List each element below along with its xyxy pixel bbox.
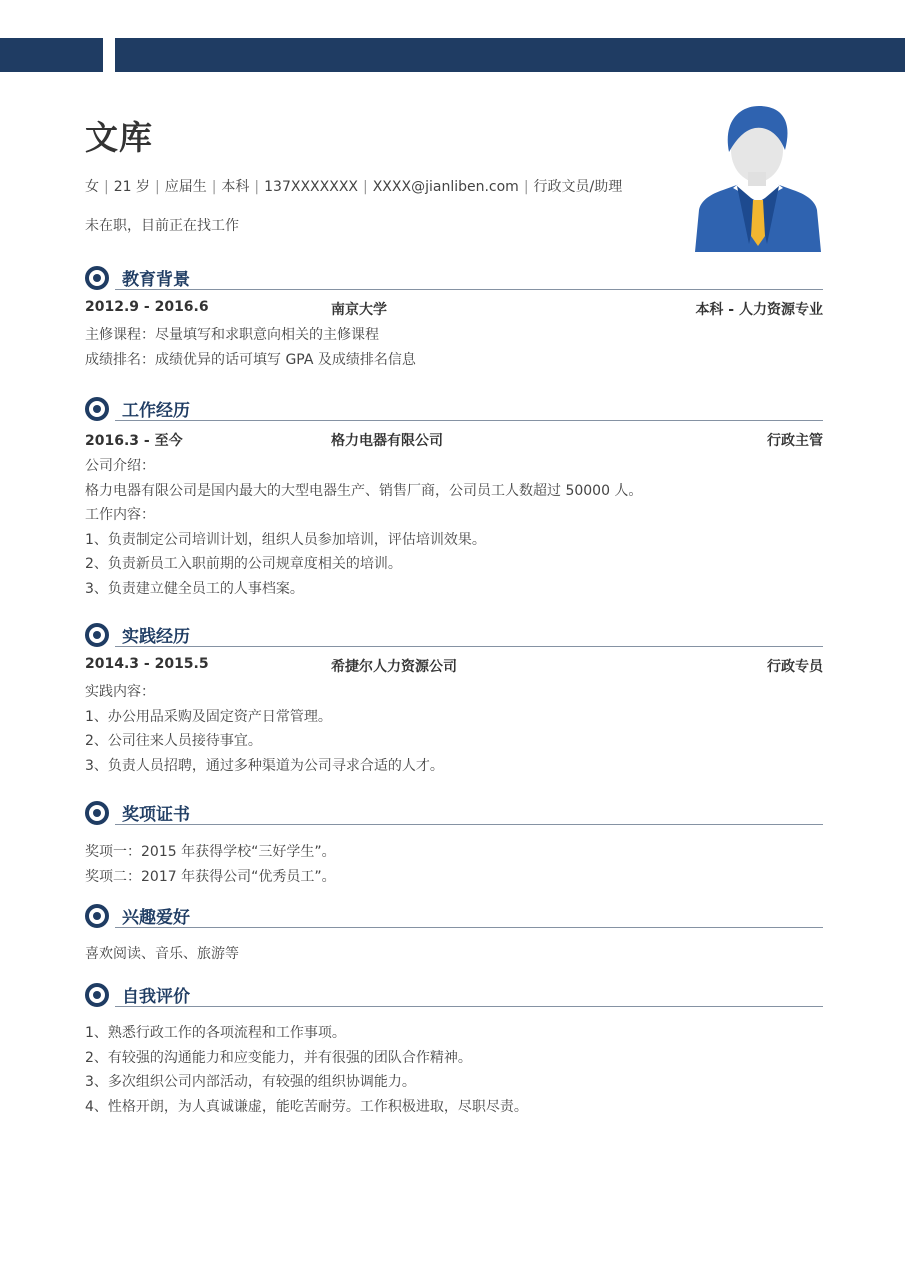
- entry-header: [85, 430, 823, 454]
- entry-organization: 南京大学: [331, 302, 387, 318]
- ring-dot-icon: [85, 904, 109, 928]
- section-divider: [115, 1006, 823, 1007]
- entry-date: 2014.3 - 2015.5: [85, 656, 209, 672]
- list-item: 奖项二：2017 年获得公司“优秀员工”。: [85, 868, 336, 885]
- list-item: 1、办公用品采购及固定资产日常管理。: [85, 708, 332, 725]
- age: 21 岁: [113, 179, 150, 195]
- ring-dot-icon: [85, 623, 109, 647]
- entry-header: [85, 299, 823, 323]
- list-item: 实践内容：: [85, 684, 155, 700]
- ring-dot-icon: [85, 397, 109, 421]
- person-avatar-icon: [693, 104, 823, 252]
- employment-status: 未在职，目前正在找工作: [85, 218, 239, 234]
- practice-section: [85, 622, 823, 778]
- list-item: 2、负责新员工入职前期的公司规章度相关的培训。: [85, 556, 402, 572]
- section-title: 自我评价: [122, 987, 190, 1007]
- list-item: 奖项一：2015 年获得学校“三好学生”。: [85, 844, 336, 860]
- awards-section: [85, 800, 823, 889]
- list-item: 3、多次组织公司内部活动，有较强的组织协调能力。: [85, 1074, 416, 1090]
- list-item: 主修课程：尽量填写和求职意向相关的主修课程: [85, 327, 379, 343]
- section-title: 工作经历: [122, 401, 190, 421]
- list-item: 2、公司往来人员接待事宜。: [85, 733, 262, 749]
- header-bar-left: [0, 38, 103, 72]
- entry-role: 本科 - 人力资源专业: [695, 302, 823, 318]
- job-target: 行政文员/助理: [533, 179, 623, 195]
- list-item: 公司介绍：: [85, 458, 155, 474]
- degree: 本科: [221, 179, 250, 195]
- ring-dot-icon: [85, 801, 109, 825]
- list-item: 喜欢阅读、音乐、旅游等: [85, 946, 239, 962]
- section-title: 兴趣爱好: [122, 908, 190, 928]
- entry-date: 2012.9 - 2016.6: [85, 299, 209, 315]
- list-item: 1、熟悉行政工作的各项流程和工作事项。: [85, 1025, 346, 1041]
- entry-role: 行政主管: [767, 433, 823, 449]
- entry-organization: 格力电器有限公司: [331, 433, 443, 449]
- section-divider: [115, 289, 823, 290]
- section-title: 教育背景: [122, 270, 190, 290]
- graduate-status: 应届生: [164, 179, 207, 195]
- list-item: 1、负责制定公司培训计划，组织人员参加培训，评估培训效果。: [85, 531, 486, 548]
- list-item: 格力电器有限公司是国内最大的大型电器生产、销售厂商，公司员工人数超过 50000 人。: [85, 482, 643, 499]
- entry-header: [85, 656, 823, 680]
- basic-info: 女 | 21 岁 | 应届生 | 本科 | 137XXXXXXX | XXXX@jianliben.com | 行政文员/助理: [85, 179, 623, 195]
- entry-date: 2016.3 - 至今: [85, 433, 183, 449]
- candidate-name: 文库: [85, 118, 153, 157]
- email: XXXX@jianliben.com: [372, 179, 519, 195]
- ring-dot-icon: [85, 983, 109, 1007]
- section-divider: [115, 824, 823, 825]
- list-item: 4、性格开朗，为人真诚谦虚，能吃苦耐劳。工作积极进取，尽职尽责。: [85, 1098, 528, 1115]
- entry-role: 行政专员: [767, 659, 823, 675]
- section-title: 奖项证书: [122, 805, 190, 825]
- phone: 137XXXXXXX: [264, 179, 358, 195]
- ring-dot-icon: [85, 266, 109, 290]
- list-item: 2、有较强的沟通能力和应变能力，并有很强的团队合作精神。: [85, 1049, 472, 1066]
- section-divider: [115, 646, 823, 647]
- section-divider: [115, 420, 823, 421]
- entry-organization: 希捷尔人力资源公司: [331, 659, 457, 675]
- education-section: [85, 265, 823, 372]
- header-bar-right: [115, 38, 905, 72]
- list-item: 3、负责建立健全员工的人事档案。: [85, 580, 304, 597]
- section-title: 实践经历: [122, 627, 190, 647]
- list-item: 3、负责人员招聘，通过多种渠道为公司寻求合适的人才。: [85, 757, 444, 774]
- list-item: 工作内容：: [85, 507, 155, 523]
- hobbies-section: [85, 903, 823, 967]
- gender: 女: [85, 179, 99, 195]
- list-item: 成绩排名：成绩优异的话可填写 GPA 及成绩排名信息: [85, 351, 416, 368]
- work-section: [85, 396, 823, 601]
- self-evaluation-section: [85, 982, 823, 1119]
- section-divider: [115, 927, 823, 928]
